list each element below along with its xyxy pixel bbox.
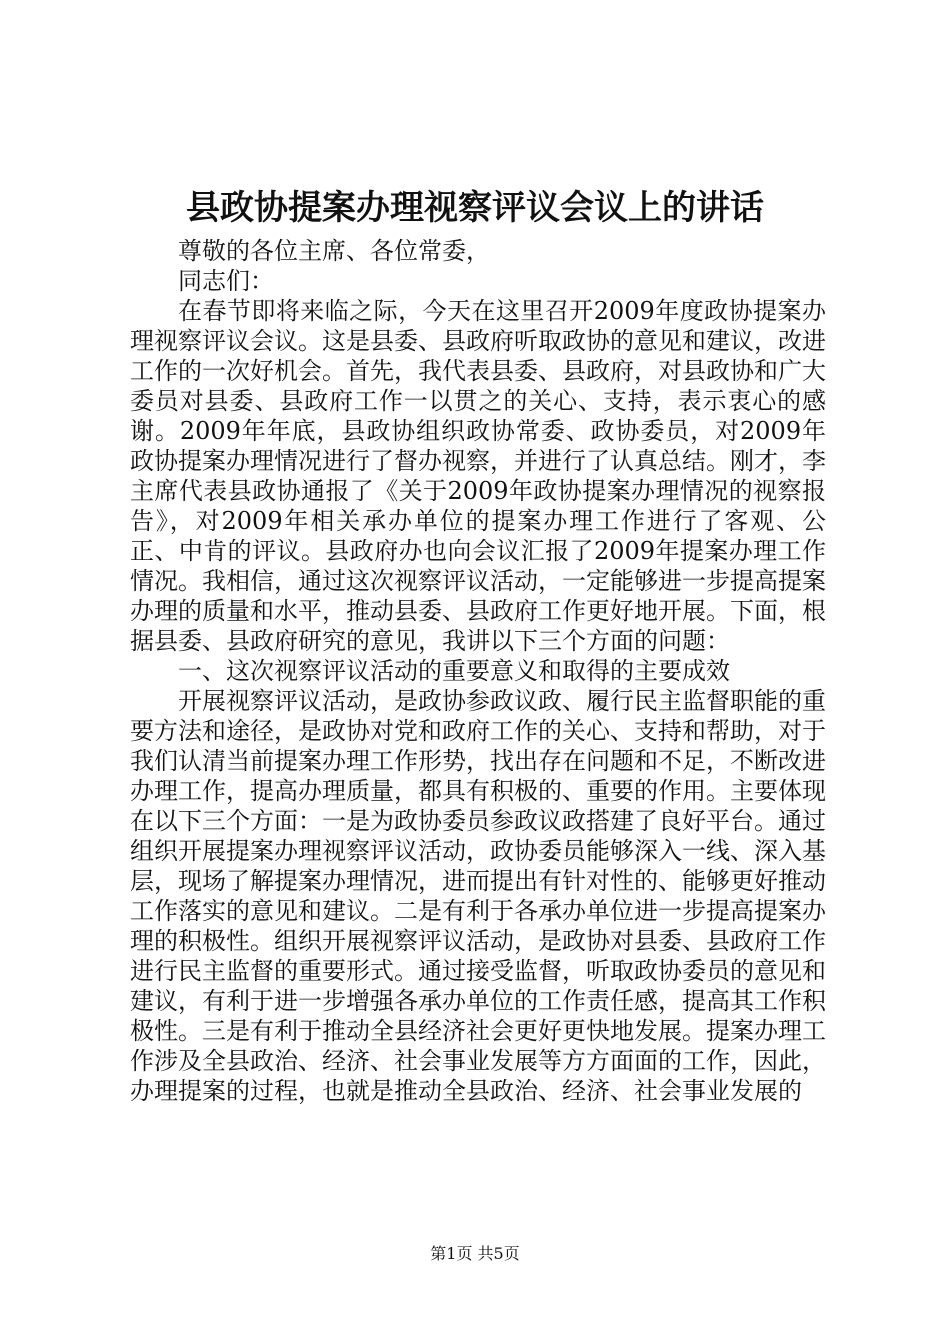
document-title: 县政协提案办理视察评议会议上的讲话 — [186, 188, 764, 228]
salutation-line: 同志们： — [178, 267, 274, 295]
document-body — [130, 236, 826, 1106]
body-paragraph: 开展视察评议活动，是政协参政议政、履行民主监督职能的重要方法和途径，是政协对党和政府工作的关心、支持和帮助，对于我们认清当前提案办理工作形势，找出存在问题和不足，不断改进办理工作，提高办理质量，都具有积极的、重要的作用。主要体现在以下三个方面：一是为政协委员参政议政搭建了良好平台。通过组织开展提案办理视察评议活动，政协委员能够深入一线、深入基层，现场了解提案办理情况，进而提出有针对性的、能够更好推动工作落实的意见和建议。二是有利于各承办单位进一步提高提案办理的积极性。组织开展视察评议活动，是政协对县委、县政府工作进行民主监督的重要形式。通过接受监督，听取政协委员的意见和建议，有利于进一步增强各承办单位的工作责任感，提高其工作积极性。三是有利于推动全县经济社会更好更快地发展。提案办理工作涉及全县政治、经济、社会事业发展等方方面面的工作，因此，办理提案的过程，也就是推动全县政治、经济、社会事业发展的 — [130, 687, 826, 1105]
section-heading: 一、这次视察评议活动的重要意义和取得的主要成效 — [178, 657, 730, 685]
page-number-footer: 第1页 共5页 — [430, 1244, 520, 1263]
salutation-line: 尊敬的各位主席、各位常委， — [178, 237, 490, 265]
body-paragraph: 在春节即将来临之际，今天在这里召开2009年度政协提案办理视察评议会议。这是县委、县政府听取政协的意见和建议，改进工作的一次好机会。首先，我代表县委、县政府，对县政协和广大委员对县委、县政府工作一以贯之的关心、支持，表示衷心的感谢。2009年年底，县政协组织政协常委、政协委员，对2009年政协提案办理情况进行了督办视察，并进行了认真总结。刚才，李主席代表县政协通报了《关于2009年政协提案办理情况的视察报告》，对2009年相关承办单位的提案办理工作进行了客观、公正、中肯的评议。县政府办也向会议汇报了2009年提案办理工作情况。我相信，通过这次视察评议活动，一定能够进一步提高提案办理的质量和水平，推动县委、县政府工作更好地开展。下面，根据县委、县政府研究的意见，我讲以下三个方面的问题： — [130, 297, 826, 655]
